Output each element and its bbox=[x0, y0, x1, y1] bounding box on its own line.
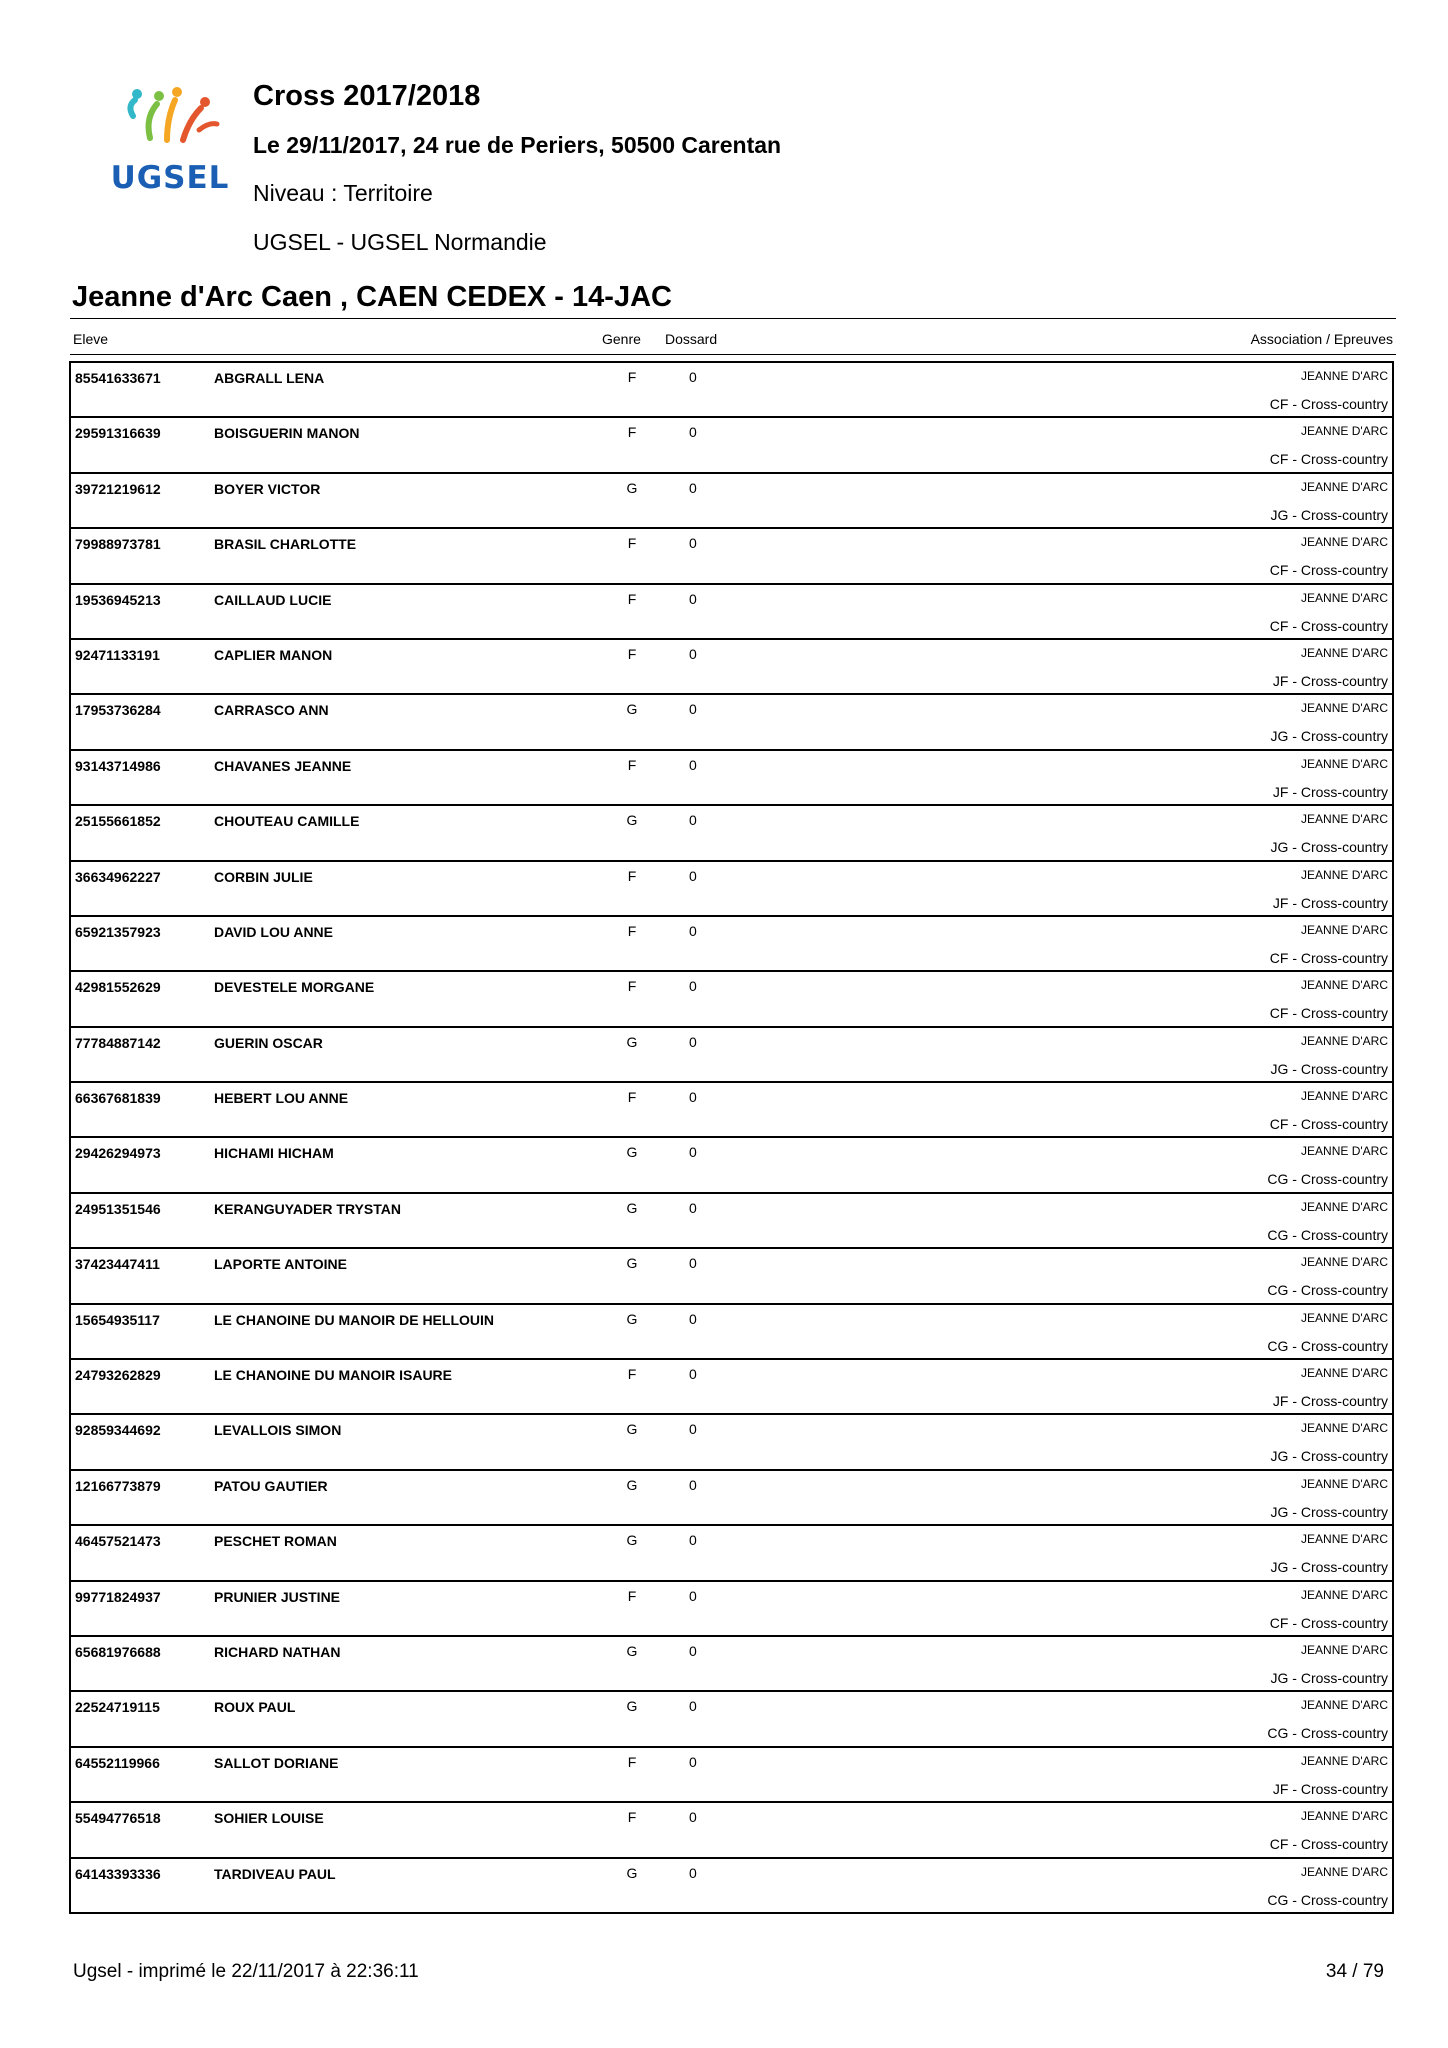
student-dossard: 0 bbox=[689, 1753, 697, 1770]
student-association: JEANNE D'ARC bbox=[1301, 1753, 1388, 1768]
table-row bbox=[71, 527, 1392, 582]
student-dossard: 0 bbox=[689, 1864, 697, 1881]
student-name: ROUX PAUL bbox=[214, 1699, 296, 1716]
student-name: CAILLAUD LUCIE bbox=[214, 591, 332, 608]
student-id: 65921357923 bbox=[75, 923, 161, 940]
student-epreuve: JF - Cross-country bbox=[1272, 783, 1388, 800]
student-genre: G bbox=[626, 479, 638, 496]
table-row bbox=[71, 1192, 1392, 1247]
student-association: JEANNE D'ARC bbox=[1301, 1476, 1388, 1491]
student-id: 77784887142 bbox=[75, 1034, 161, 1051]
student-dossard: 0 bbox=[689, 1144, 697, 1161]
student-name: CARRASCO ANN bbox=[214, 702, 329, 719]
student-epreuve: CG - Cross-country bbox=[1267, 1891, 1388, 1908]
student-name: PRUNIER JUSTINE bbox=[214, 1588, 341, 1605]
column-header-eleve: Eleve bbox=[73, 331, 109, 347]
table-row bbox=[71, 1358, 1392, 1413]
student-genre: F bbox=[627, 1587, 637, 1604]
student-id: 24793262829 bbox=[75, 1367, 161, 1384]
ugsel-logo-icon bbox=[105, 78, 235, 163]
student-association: JEANNE D'ARC bbox=[1301, 867, 1388, 882]
event-date-place: Le 29/11/2017, 24 rue de Periers, 50500 Carentan bbox=[253, 132, 782, 158]
student-epreuve: JF - Cross-country bbox=[1272, 894, 1388, 911]
table-row bbox=[71, 361, 1392, 416]
student-id: 65681976688 bbox=[75, 1643, 161, 1660]
student-genre: F bbox=[627, 369, 637, 385]
table-row bbox=[71, 583, 1392, 638]
student-name: TARDIVEAU PAUL bbox=[214, 1865, 336, 1882]
table-row bbox=[71, 1136, 1392, 1191]
student-name: BOISGUERIN MANON bbox=[214, 425, 360, 442]
student-name: LAPORTE ANTOINE bbox=[214, 1256, 348, 1273]
student-name: PESCHET ROMAN bbox=[214, 1533, 337, 1550]
student-name: HICHAMI HICHAM bbox=[214, 1145, 334, 1162]
student-epreuve: CG - Cross-country bbox=[1267, 1226, 1388, 1243]
student-dossard: 0 bbox=[689, 1642, 697, 1659]
student-epreuve: CF - Cross-country bbox=[1269, 1614, 1388, 1631]
student-id: 36634962227 bbox=[75, 868, 161, 885]
column-header-genre: Genre bbox=[602, 331, 641, 347]
student-epreuve: CF - Cross-country bbox=[1269, 451, 1388, 468]
student-epreuve: JF - Cross-country bbox=[1272, 1780, 1388, 1797]
student-epreuve: JG - Cross-country bbox=[1270, 506, 1388, 523]
student-association: JEANNE D'ARC bbox=[1301, 1421, 1388, 1436]
student-dossard: 0 bbox=[689, 424, 697, 441]
column-header-association: Association / Epreuves bbox=[1250, 331, 1393, 347]
student-name: LE CHANOINE DU MANOIR DE HELLOUIN bbox=[214, 1311, 494, 1328]
student-id: 92859344692 bbox=[75, 1422, 161, 1439]
student-genre: G bbox=[626, 812, 638, 829]
student-id: 93143714986 bbox=[75, 757, 161, 774]
student-id: 22524719115 bbox=[75, 1699, 160, 1716]
student-epreuve: CF - Cross-country bbox=[1269, 562, 1388, 579]
student-dossard: 0 bbox=[689, 1698, 697, 1715]
student-association: JEANNE D'ARC bbox=[1301, 978, 1388, 993]
table-row bbox=[71, 1746, 1392, 1801]
print-timestamp: Ugsel - imprimé le 22/11/2017 à 22:36:11 bbox=[73, 1961, 419, 1982]
table-row bbox=[71, 1026, 1392, 1081]
student-name: CORBIN JULIE bbox=[214, 868, 313, 885]
student-genre: F bbox=[627, 867, 637, 884]
student-id: 29591316639 bbox=[75, 425, 161, 442]
table-row bbox=[71, 1690, 1392, 1745]
student-association: JEANNE D'ARC bbox=[1301, 812, 1388, 827]
student-dossard: 0 bbox=[689, 1199, 697, 1216]
student-dossard: 0 bbox=[689, 1532, 697, 1549]
student-association: JEANNE D'ARC bbox=[1301, 535, 1388, 550]
student-genre: F bbox=[627, 424, 637, 441]
student-name: PATOU GAUTIER bbox=[214, 1477, 328, 1494]
student-genre: G bbox=[626, 1421, 638, 1438]
table-row bbox=[71, 1580, 1392, 1635]
student-epreuve: CF - Cross-country bbox=[1269, 949, 1388, 966]
student-association: JEANNE D'ARC bbox=[1301, 1698, 1388, 1713]
table-row bbox=[71, 693, 1392, 748]
student-genre: F bbox=[627, 1809, 637, 1826]
student-genre: G bbox=[626, 1532, 638, 1549]
student-association: JEANNE D'ARC bbox=[1301, 424, 1388, 439]
student-genre: G bbox=[626, 701, 638, 718]
student-name: LEVALLOIS SIMON bbox=[214, 1422, 342, 1439]
student-epreuve: CF - Cross-country bbox=[1269, 617, 1388, 634]
student-id: 66367681839 bbox=[75, 1090, 161, 1107]
table-row bbox=[71, 1081, 1392, 1136]
student-id: 17953736284 bbox=[75, 702, 161, 719]
table-row bbox=[71, 1801, 1392, 1856]
student-epreuve: JG - Cross-country bbox=[1270, 1060, 1388, 1077]
student-dossard: 0 bbox=[689, 479, 697, 496]
student-dossard: 0 bbox=[689, 1587, 697, 1604]
student-epreuve: CF - Cross-country bbox=[1269, 396, 1388, 412]
student-genre: F bbox=[627, 535, 637, 552]
table-row bbox=[71, 1857, 1392, 1912]
student-association: JEANNE D'ARC bbox=[1301, 479, 1388, 494]
student-id: 55494776518 bbox=[75, 1810, 161, 1827]
table-row bbox=[71, 638, 1392, 693]
student-id: 85541633671 bbox=[75, 370, 161, 386]
student-genre: F bbox=[627, 1089, 637, 1106]
divider bbox=[70, 354, 1396, 355]
student-genre: G bbox=[626, 1199, 638, 1216]
student-dossard: 0 bbox=[689, 645, 697, 662]
event-level: Niveau : Territoire bbox=[253, 180, 433, 206]
student-dossard: 0 bbox=[689, 812, 697, 829]
student-name: DEVESTELE MORGANE bbox=[214, 979, 375, 996]
student-association: JEANNE D'ARC bbox=[1301, 1809, 1388, 1824]
student-genre: F bbox=[627, 978, 637, 995]
student-genre: G bbox=[626, 1255, 638, 1272]
table-row bbox=[71, 1303, 1392, 1358]
student-association: JEANNE D'ARC bbox=[1301, 1587, 1388, 1602]
student-epreuve: JF - Cross-country bbox=[1272, 1393, 1388, 1410]
student-association: JEANNE D'ARC bbox=[1301, 701, 1388, 716]
student-id: 42981552629 bbox=[75, 979, 161, 996]
table-row bbox=[71, 860, 1392, 915]
student-id: 25155661852 bbox=[75, 813, 161, 830]
student-epreuve: CG - Cross-country bbox=[1267, 1171, 1388, 1188]
table-row bbox=[71, 1469, 1392, 1524]
student-id: 64143393336 bbox=[75, 1865, 161, 1882]
student-id: 12166773879 bbox=[75, 1477, 161, 1494]
student-association: JEANNE D'ARC bbox=[1301, 1310, 1388, 1325]
student-id: 24951351546 bbox=[75, 1200, 161, 1217]
table-row bbox=[71, 1635, 1392, 1690]
student-dossard: 0 bbox=[689, 590, 697, 607]
student-dossard: 0 bbox=[689, 1255, 697, 1272]
student-dossard: 0 bbox=[689, 535, 697, 552]
student-genre: G bbox=[626, 1864, 638, 1881]
student-association: JEANNE D'ARC bbox=[1301, 1144, 1388, 1159]
student-name: KERANGUYADER TRYSTAN bbox=[214, 1200, 401, 1217]
student-id: 79988973781 bbox=[75, 536, 161, 553]
student-dossard: 0 bbox=[689, 867, 697, 884]
student-association: JEANNE D'ARC bbox=[1301, 756, 1388, 771]
student-epreuve: CF - Cross-country bbox=[1269, 1116, 1388, 1133]
student-genre: G bbox=[626, 1144, 638, 1161]
table-row bbox=[71, 749, 1392, 804]
student-name: BRASIL CHARLOTTE bbox=[214, 536, 357, 553]
table-row bbox=[71, 472, 1392, 527]
student-genre: F bbox=[627, 922, 637, 939]
student-genre: F bbox=[627, 1366, 637, 1383]
student-epreuve: JG - Cross-country bbox=[1270, 728, 1388, 745]
ugsel-logo bbox=[105, 78, 235, 198]
student-name: LE CHANOINE DU MANOIR ISAURE bbox=[214, 1367, 453, 1384]
student-association: JEANNE D'ARC bbox=[1301, 1089, 1388, 1104]
event-organisation: UGSEL - UGSEL Normandie bbox=[253, 229, 547, 255]
table-row bbox=[71, 970, 1392, 1025]
student-dossard: 0 bbox=[689, 1089, 697, 1106]
school-heading: Jeanne d'Arc Caen , CAEN CEDEX - 14-JAC bbox=[72, 281, 672, 313]
student-id: 15654935117 bbox=[75, 1311, 160, 1328]
student-name: CHAVANES JEANNE bbox=[214, 757, 352, 774]
student-dossard: 0 bbox=[689, 1310, 697, 1327]
student-association: JEANNE D'ARC bbox=[1301, 1199, 1388, 1214]
student-id: 29426294973 bbox=[75, 1145, 161, 1162]
student-genre: F bbox=[627, 645, 637, 662]
page-title: Cross 2017/2018 bbox=[253, 80, 481, 112]
table-row bbox=[71, 915, 1392, 970]
student-association: JEANNE D'ARC bbox=[1301, 590, 1388, 605]
student-association: JEANNE D'ARC bbox=[1301, 1532, 1388, 1547]
student-genre: G bbox=[626, 1476, 638, 1493]
student-genre: G bbox=[626, 1310, 638, 1327]
table-row bbox=[71, 804, 1392, 859]
student-epreuve: CG - Cross-country bbox=[1267, 1337, 1388, 1354]
student-id: 92471133191 bbox=[75, 646, 160, 663]
student-epreuve: JG - Cross-country bbox=[1270, 1448, 1388, 1465]
page-number: 34 / 79 bbox=[1325, 1961, 1384, 1982]
table-row bbox=[71, 1247, 1392, 1302]
divider bbox=[70, 318, 1396, 319]
student-epreuve: JF - Cross-country bbox=[1272, 672, 1388, 689]
student-genre: F bbox=[627, 590, 637, 607]
student-dossard: 0 bbox=[689, 978, 697, 995]
student-name: CAPLIER MANON bbox=[214, 646, 333, 663]
student-epreuve: JG - Cross-country bbox=[1270, 1559, 1388, 1576]
student-association: JEANNE D'ARC bbox=[1301, 1642, 1388, 1657]
student-dossard: 0 bbox=[689, 922, 697, 939]
student-name: DAVID LOU ANNE bbox=[214, 923, 333, 940]
student-association: JEANNE D'ARC bbox=[1301, 1255, 1388, 1270]
student-association: JEANNE D'ARC bbox=[1301, 645, 1388, 660]
student-id: 46457521473 bbox=[75, 1533, 161, 1550]
student-name: CHOUTEAU CAMILLE bbox=[214, 813, 360, 830]
student-association: JEANNE D'ARC bbox=[1301, 369, 1388, 383]
column-header-dossard: Dossard bbox=[665, 331, 718, 347]
student-dossard: 0 bbox=[689, 1033, 697, 1050]
student-association: JEANNE D'ARC bbox=[1301, 1033, 1388, 1048]
student-epreuve: JG - Cross-country bbox=[1270, 1669, 1388, 1686]
student-name: ABGRALL LENA bbox=[214, 370, 325, 386]
student-id: 37423447411 bbox=[75, 1256, 160, 1273]
student-genre: F bbox=[627, 756, 637, 773]
table-row bbox=[71, 416, 1392, 471]
student-name: BOYER VICTOR bbox=[214, 480, 321, 497]
student-association: JEANNE D'ARC bbox=[1301, 1864, 1388, 1879]
student-dossard: 0 bbox=[689, 369, 697, 385]
student-epreuve: JG - Cross-country bbox=[1270, 1503, 1388, 1520]
student-dossard: 0 bbox=[689, 756, 697, 773]
student-epreuve: JG - Cross-country bbox=[1270, 839, 1388, 856]
student-association: JEANNE D'ARC bbox=[1301, 922, 1388, 937]
entries-table bbox=[69, 361, 1394, 1914]
student-epreuve: CG - Cross-country bbox=[1267, 1282, 1388, 1299]
student-epreuve: CF - Cross-country bbox=[1269, 1836, 1388, 1853]
table-row bbox=[71, 1524, 1392, 1579]
student-dossard: 0 bbox=[689, 701, 697, 718]
student-epreuve: CF - Cross-country bbox=[1269, 1005, 1388, 1022]
student-genre: G bbox=[626, 1642, 638, 1659]
student-dossard: 0 bbox=[689, 1476, 697, 1493]
student-genre: F bbox=[627, 1753, 637, 1770]
student-name: SALLOT DORIANE bbox=[214, 1754, 339, 1771]
student-genre: G bbox=[626, 1698, 638, 1715]
student-id: 99771824937 bbox=[75, 1588, 161, 1605]
student-name: HEBERT LOU ANNE bbox=[214, 1090, 349, 1107]
logo-text: UGSEL bbox=[110, 160, 230, 196]
table-row bbox=[71, 1413, 1392, 1468]
student-genre: G bbox=[626, 1033, 638, 1050]
student-id: 39721219612 bbox=[75, 480, 161, 497]
student-dossard: 0 bbox=[689, 1809, 697, 1826]
student-dossard: 0 bbox=[689, 1366, 697, 1383]
student-name: GUERIN OSCAR bbox=[214, 1034, 323, 1051]
student-association: JEANNE D'ARC bbox=[1301, 1366, 1388, 1381]
student-dossard: 0 bbox=[689, 1421, 697, 1438]
student-name: RICHARD NATHAN bbox=[214, 1643, 341, 1660]
student-epreuve: CG - Cross-country bbox=[1267, 1725, 1388, 1742]
student-name: SOHIER LOUISE bbox=[214, 1810, 324, 1827]
student-id: 19536945213 bbox=[75, 591, 161, 608]
student-id: 64552119966 bbox=[75, 1754, 160, 1771]
